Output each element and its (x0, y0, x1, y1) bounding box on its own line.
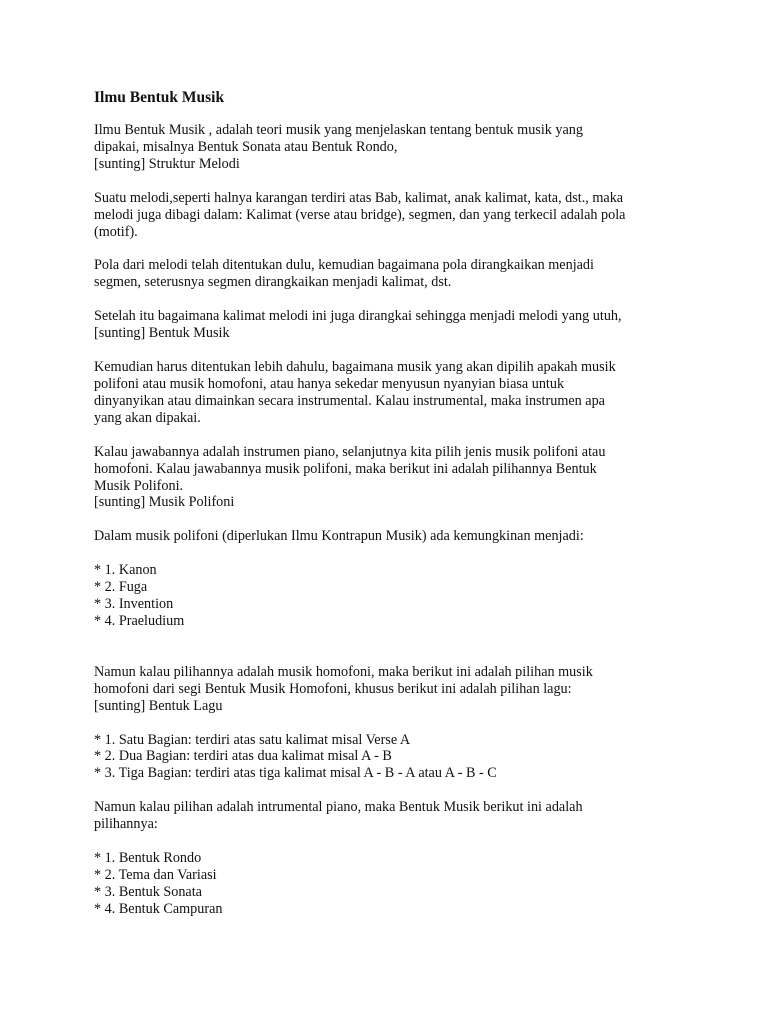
list-item: * 2. Dua Bagian: terdiri atas dua kalimat misal A - B (94, 748, 392, 765)
paragraph-kemudian (94, 359, 694, 427)
paragraph-line: dipakai, misalnya Bentuk Sonata atau Bentuk Rondo, (94, 138, 398, 155)
paragraph-line: melodi juga dibagi dalam: Kalimat (verse atau bridge), segmen, dan yang terkecil adalah pola (94, 206, 626, 223)
list-bentuk-lagu (94, 732, 694, 783)
paragraph-intro (94, 122, 694, 173)
paragraph-line: Musik Polifoni. (94, 477, 184, 494)
paragraph-line: Namun kalau pilihannya adalah musik homofoni, maka berikut ini adalah pilihan musik (94, 663, 593, 680)
paragraph-line: Suatu melodi,seperti halnya karangan terdiri atas Bab, kalimat, anak kalimat, kata, dst., maka (94, 189, 624, 206)
paragraph-melodi (94, 190, 694, 241)
section-heading-bentuk-lagu: [sunting] Bentuk Lagu (94, 697, 223, 714)
paragraph-line: (motif). (94, 223, 138, 240)
list-item: * 1. Satu Bagian: terdiri atas satu kalimat misal Verse A (94, 731, 411, 748)
paragraph-line: Namun kalau pilihan adalah intrumental piano, maka Bentuk Musik berikut ini adalah (94, 799, 583, 816)
list-polifoni (94, 562, 694, 630)
paragraph-pola (94, 257, 694, 291)
list-item: * 3. Bentuk Sonata (94, 883, 202, 900)
paragraph-line: segmen, seterusnya segmen dirangkaikan menjadi kalimat, dst. (94, 274, 452, 291)
list-bentuk-instrumental (94, 850, 694, 918)
paragraph-dalam (94, 528, 694, 545)
paragraph-line: dinyanyikan atau dimainkan secara instrumental. Kalau instrumental, maka instrumen apa (94, 392, 605, 409)
paragraph-setelah (94, 308, 694, 342)
paragraph-namun-homofoni (94, 664, 694, 715)
list-item: * 3. Tiga Bagian: terdiri atas tiga kalimat misal A - B - A atau A - B - C (94, 765, 497, 782)
paragraph-namun-piano (94, 799, 694, 833)
paragraph-kalau (94, 444, 694, 512)
section-heading-musik-polifoni: [sunting] Musik Polifoni (94, 494, 235, 511)
paragraph-line: pilihannya: (94, 816, 158, 833)
list-item: * 2. Tema dan Variasi (94, 867, 217, 883)
section-heading-struktur-melodi: [sunting] Struktur Melodi (94, 155, 240, 172)
list-item: * 1. Kanon (94, 562, 157, 579)
list-item: * 4. Bentuk Campuran (94, 900, 223, 917)
paragraph-line: polifoni atau musik homofoni, atau hanya sekedar menyusun nyanyian biasa untuk (94, 375, 565, 392)
paragraph-line: Ilmu Bentuk Musik , adalah teori musik yang menjelaskan tentang bentuk musik yang (94, 122, 583, 138)
document-title: Ilmu Bentuk Musik (94, 89, 225, 106)
paragraph-line: yang akan dipakai. (94, 409, 201, 426)
list-item: * 4. Praeludium (94, 612, 185, 629)
document-page (94, 89, 694, 935)
paragraph-line: Kalau jawabannya adalah instrumen piano, selanjutnya kita pilih jenis musik polifoni atau (94, 443, 606, 460)
paragraph-line: Kemudian harus ditentukan lebih dahulu, bagaimana musik yang akan dipilih apakah musik (94, 359, 616, 376)
paragraph-line: homofoni. Kalau jawabannya musik polifoni, maka berikut ini adalah pilihannya Bentuk (94, 460, 597, 477)
paragraph-line: Pola dari melodi telah ditentukan dulu, kemudian bagaimana pola dirangkaikan menjadi (94, 257, 594, 274)
list-item: * 2. Fuga (94, 579, 148, 596)
paragraph-line: Dalam musik polifoni (diperlukan Ilmu Kontrapun Musik) ada kemungkinan menjadi: (94, 528, 584, 545)
list-item: * 1. Bentuk Rondo (94, 850, 202, 867)
list-item: * 3. Invention (94, 596, 174, 613)
paragraph-line: Setelah itu bagaimana kalimat melodi ini juga dirangkai sehingga menjadi melodi yang utuh, (94, 308, 622, 325)
paragraph-line: homofoni dari segi Bentuk Musik Homofoni, khusus berikut ini adalah pilihan lagu: (94, 680, 572, 697)
section-heading-bentuk-musik: [sunting] Bentuk Musik (94, 325, 230, 342)
